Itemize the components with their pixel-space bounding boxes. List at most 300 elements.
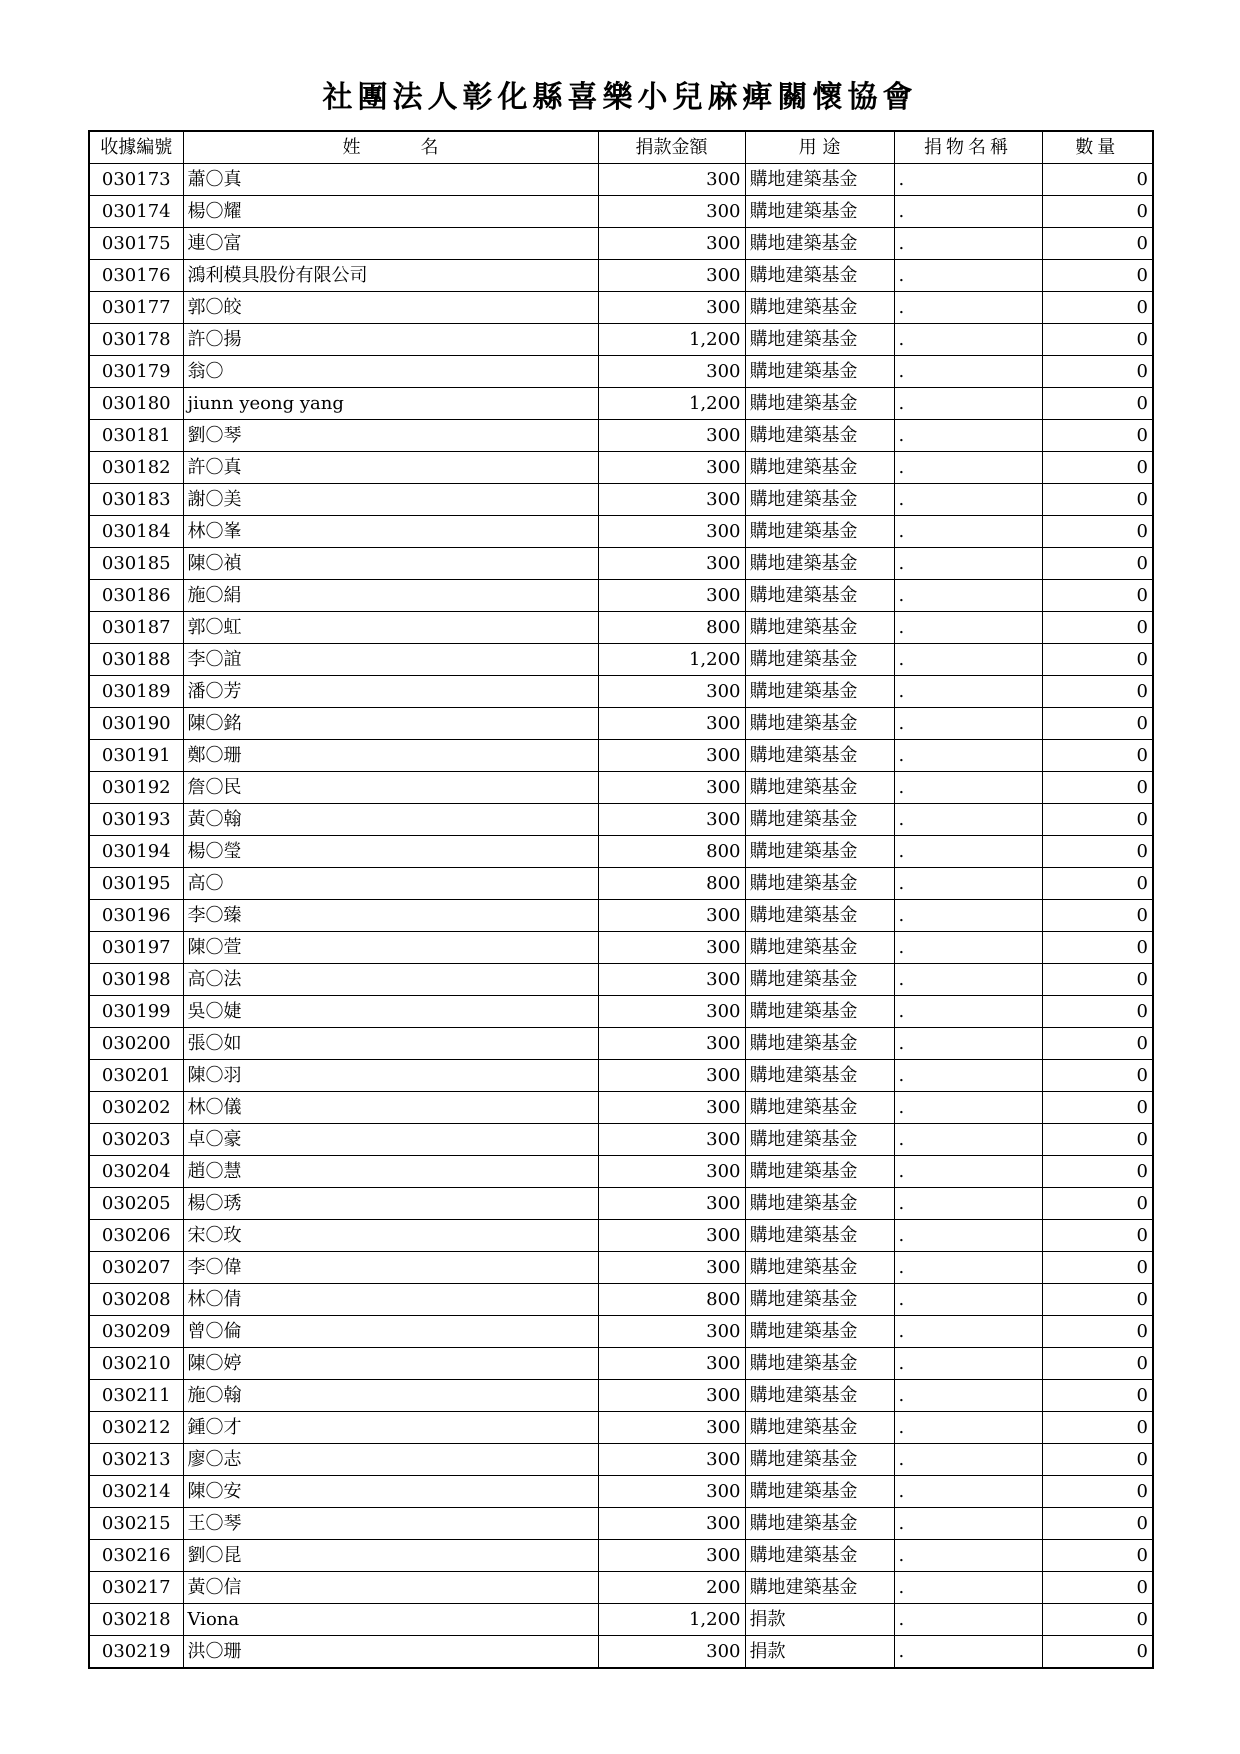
cell-donor-name: 卓〇豪 [183, 1124, 598, 1156]
cell-donor-name: 林〇儀 [183, 1092, 598, 1124]
cell-quantity: 0 [1042, 292, 1153, 324]
cell-quantity: 0 [1042, 1060, 1153, 1092]
cell-purpose: 購地建築基金 [745, 932, 894, 964]
cell-receipt-no: 030174 [89, 196, 183, 228]
cell-donor-name: 李〇誼 [183, 644, 598, 676]
cell-donor-name: 陳〇萱 [183, 932, 598, 964]
cell-amount: 300 [598, 1412, 745, 1444]
cell-purpose: 購地建築基金 [745, 1412, 894, 1444]
cell-purpose: 購地建築基金 [745, 1572, 894, 1604]
cell-item-name: . [894, 1316, 1042, 1348]
table-row [89, 1380, 1153, 1412]
cell-item-name: . [894, 1572, 1042, 1604]
cell-receipt-no: 030176 [89, 260, 183, 292]
cell-quantity: 0 [1042, 868, 1153, 900]
cell-amount: 300 [598, 708, 745, 740]
cell-item-name: . [894, 420, 1042, 452]
cell-receipt-no: 030217 [89, 1572, 183, 1604]
table-header [89, 131, 1153, 164]
cell-donor-name: 施〇絹 [183, 580, 598, 612]
cell-receipt-no: 030193 [89, 804, 183, 836]
cell-item-name: . [894, 612, 1042, 644]
cell-item-name: . [894, 1508, 1042, 1540]
cell-amount: 800 [598, 612, 745, 644]
cell-amount: 300 [598, 1476, 745, 1508]
cell-receipt-no: 030178 [89, 324, 183, 356]
cell-item-name: . [894, 164, 1042, 196]
cell-donor-name: 李〇偉 [183, 1252, 598, 1284]
cell-quantity: 0 [1042, 900, 1153, 932]
cell-purpose: 購地建築基金 [745, 836, 894, 868]
cell-amount: 300 [598, 932, 745, 964]
cell-amount: 300 [598, 1540, 745, 1572]
cell-item-name: . [894, 484, 1042, 516]
cell-item-name: . [894, 1444, 1042, 1476]
cell-purpose: 購地建築基金 [745, 676, 894, 708]
cell-amount: 200 [598, 1572, 745, 1604]
cell-purpose: 購地建築基金 [745, 484, 894, 516]
cell-donor-name: 連〇富 [183, 228, 598, 260]
cell-amount: 300 [598, 804, 745, 836]
cell-item-name: . [894, 676, 1042, 708]
cell-purpose: 購地建築基金 [745, 580, 894, 612]
cell-quantity: 0 [1042, 932, 1153, 964]
cell-amount: 300 [598, 1316, 745, 1348]
cell-item-name: . [894, 804, 1042, 836]
cell-purpose: 購地建築基金 [745, 164, 894, 196]
cell-donor-name: 劉〇琴 [183, 420, 598, 452]
cell-receipt-no: 030187 [89, 612, 183, 644]
cell-amount: 300 [598, 676, 745, 708]
cell-donor-name: 高〇法 [183, 964, 598, 996]
cell-purpose: 購地建築基金 [745, 388, 894, 420]
cell-amount: 300 [598, 1188, 745, 1220]
cell-purpose: 購地建築基金 [745, 1444, 894, 1476]
cell-amount: 300 [598, 1380, 745, 1412]
cell-receipt-no: 030206 [89, 1220, 183, 1252]
cell-donor-name: 郭〇皎 [183, 292, 598, 324]
table-row [89, 1060, 1153, 1092]
cell-purpose: 購地建築基金 [745, 548, 894, 580]
cell-item-name: . [894, 1188, 1042, 1220]
cell-receipt-no: 030219 [89, 1636, 183, 1669]
column-header-name-second: 名 [420, 137, 439, 158]
cell-receipt-no: 030185 [89, 548, 183, 580]
cell-donor-name: 陳〇銘 [183, 708, 598, 740]
cell-purpose: 購地建築基金 [745, 996, 894, 1028]
cell-receipt-no: 030183 [89, 484, 183, 516]
table-row [89, 1188, 1153, 1220]
cell-donor-name: 李〇臻 [183, 900, 598, 932]
cell-quantity: 0 [1042, 996, 1153, 1028]
cell-receipt-no: 030189 [89, 676, 183, 708]
cell-donor-name: 陳〇禎 [183, 548, 598, 580]
cell-amount: 300 [598, 1444, 745, 1476]
cell-item-name: . [894, 1604, 1042, 1636]
cell-item-name: . [894, 740, 1042, 772]
table-row [89, 1252, 1153, 1284]
cell-receipt-no: 030192 [89, 772, 183, 804]
cell-item-name: . [894, 1060, 1042, 1092]
table-row [89, 1124, 1153, 1156]
cell-item-name: . [894, 644, 1042, 676]
cell-donor-name: 王〇琴 [183, 1508, 598, 1540]
cell-purpose: 購地建築基金 [745, 644, 894, 676]
cell-amount: 300 [598, 292, 745, 324]
page-title: 社團法人彰化縣喜樂小兒麻痺關懷協會 [322, 80, 918, 115]
cell-donor-name: 施〇翰 [183, 1380, 598, 1412]
table-row [89, 1348, 1153, 1380]
cell-receipt-no: 030214 [89, 1476, 183, 1508]
cell-donor-name: 翁〇 [183, 356, 598, 388]
cell-purpose: 購地建築基金 [745, 1188, 894, 1220]
cell-receipt-no: 030177 [89, 292, 183, 324]
cell-receipt-no: 030198 [89, 964, 183, 996]
cell-quantity: 0 [1042, 1348, 1153, 1380]
cell-quantity: 0 [1042, 452, 1153, 484]
cell-quantity: 0 [1042, 1220, 1153, 1252]
cell-purpose: 購地建築基金 [745, 1156, 894, 1188]
cell-purpose: 購地建築基金 [745, 804, 894, 836]
cell-receipt-no: 030181 [89, 420, 183, 452]
cell-quantity: 0 [1042, 1188, 1153, 1220]
cell-purpose: 購地建築基金 [745, 324, 894, 356]
cell-amount: 300 [598, 356, 745, 388]
cell-purpose: 購地建築基金 [745, 1508, 894, 1540]
cell-amount: 300 [598, 452, 745, 484]
cell-receipt-no: 030213 [89, 1444, 183, 1476]
cell-amount: 300 [598, 996, 745, 1028]
cell-item-name: . [894, 932, 1042, 964]
cell-receipt-no: 030186 [89, 580, 183, 612]
table-row [89, 292, 1153, 324]
cell-amount: 300 [598, 260, 745, 292]
cell-amount: 300 [598, 1508, 745, 1540]
cell-receipt-no: 030208 [89, 1284, 183, 1316]
cell-purpose: 購地建築基金 [745, 1348, 894, 1380]
cell-item-name: . [894, 1412, 1042, 1444]
table-row [89, 932, 1153, 964]
cell-quantity: 0 [1042, 196, 1153, 228]
table-row [89, 1604, 1153, 1636]
cell-quantity: 0 [1042, 772, 1153, 804]
cell-donor-name: 劉〇昆 [183, 1540, 598, 1572]
cell-donor-name: 廖〇志 [183, 1444, 598, 1476]
cell-amount: 800 [598, 868, 745, 900]
cell-quantity: 0 [1042, 388, 1153, 420]
cell-purpose: 購地建築基金 [745, 420, 894, 452]
cell-item-name: . [894, 1220, 1042, 1252]
cell-amount: 1,200 [598, 324, 745, 356]
table-row [89, 644, 1153, 676]
cell-receipt-no: 030188 [89, 644, 183, 676]
cell-quantity: 0 [1042, 1124, 1153, 1156]
cell-quantity: 0 [1042, 1316, 1153, 1348]
cell-purpose: 購地建築基金 [745, 612, 894, 644]
cell-quantity: 0 [1042, 1508, 1153, 1540]
table-row [89, 708, 1153, 740]
cell-donor-name: 黃〇信 [183, 1572, 598, 1604]
cell-purpose: 購地建築基金 [745, 356, 894, 388]
cell-item-name: . [894, 1348, 1042, 1380]
cell-receipt-no: 030216 [89, 1540, 183, 1572]
cell-amount: 300 [598, 196, 745, 228]
cell-amount: 300 [598, 580, 745, 612]
cell-amount: 300 [598, 1636, 745, 1669]
cell-quantity: 0 [1042, 612, 1153, 644]
cell-item-name: . [894, 356, 1042, 388]
cell-amount: 300 [598, 420, 745, 452]
cell-purpose: 購地建築基金 [745, 1028, 894, 1060]
cell-amount: 300 [598, 900, 745, 932]
cell-quantity: 0 [1042, 1092, 1153, 1124]
cell-quantity: 0 [1042, 1028, 1153, 1060]
cell-amount: 300 [598, 164, 745, 196]
cell-donor-name: 許〇揚 [183, 324, 598, 356]
cell-receipt-no: 030184 [89, 516, 183, 548]
cell-donor-name: 鴻利模具股份有限公司 [183, 260, 598, 292]
cell-donor-name: 楊〇琇 [183, 1188, 598, 1220]
cell-quantity: 0 [1042, 1156, 1153, 1188]
table-row [89, 580, 1153, 612]
cell-receipt-no: 030201 [89, 1060, 183, 1092]
cell-item-name: . [894, 964, 1042, 996]
cell-quantity: 0 [1042, 1380, 1153, 1412]
column-header-quantity: 數量 [1042, 131, 1153, 164]
cell-quantity: 0 [1042, 580, 1153, 612]
cell-quantity: 0 [1042, 676, 1153, 708]
cell-quantity: 0 [1042, 964, 1153, 996]
cell-item-name: . [894, 292, 1042, 324]
table-row [89, 836, 1153, 868]
cell-quantity: 0 [1042, 644, 1153, 676]
cell-donor-name: 郭〇虹 [183, 612, 598, 644]
cell-amount: 300 [598, 1092, 745, 1124]
cell-donor-name: 詹〇民 [183, 772, 598, 804]
cell-item-name: . [894, 1156, 1042, 1188]
cell-item-name: . [894, 1540, 1042, 1572]
cell-quantity: 0 [1042, 164, 1153, 196]
cell-quantity: 0 [1042, 1540, 1153, 1572]
table-row [89, 516, 1153, 548]
table-row [89, 996, 1153, 1028]
cell-donor-name: 鍾〇才 [183, 1412, 598, 1444]
table-row [89, 900, 1153, 932]
cell-donor-name: 洪〇珊 [183, 1636, 598, 1669]
cell-quantity: 0 [1042, 1604, 1153, 1636]
table-row [89, 772, 1153, 804]
cell-purpose: 捐款 [745, 1636, 894, 1669]
cell-amount: 300 [598, 1060, 745, 1092]
cell-receipt-no: 030210 [89, 1348, 183, 1380]
table-row [89, 676, 1153, 708]
column-header-name [183, 131, 598, 164]
cell-amount: 300 [598, 1124, 745, 1156]
cell-purpose: 購地建築基金 [745, 260, 894, 292]
cell-item-name: . [894, 900, 1042, 932]
table-row [89, 1444, 1153, 1476]
cell-purpose: 購地建築基金 [745, 1060, 894, 1092]
table-row [89, 1316, 1153, 1348]
column-header-item-name: 捐物名稱 [894, 131, 1042, 164]
cell-item-name: . [894, 1476, 1042, 1508]
cell-donor-name: 吳〇婕 [183, 996, 598, 1028]
cell-item-name: . [894, 868, 1042, 900]
cell-donor-name: 宋〇玫 [183, 1220, 598, 1252]
cell-receipt-no: 030212 [89, 1412, 183, 1444]
table-row [89, 484, 1153, 516]
cell-amount: 300 [598, 772, 745, 804]
cell-donor-name: 黃〇翰 [183, 804, 598, 836]
cell-receipt-no: 030175 [89, 228, 183, 260]
table-row [89, 868, 1153, 900]
cell-item-name: . [894, 772, 1042, 804]
cell-receipt-no: 030202 [89, 1092, 183, 1124]
table-row [89, 388, 1153, 420]
cell-quantity: 0 [1042, 548, 1153, 580]
cell-receipt-no: 030203 [89, 1124, 183, 1156]
table-row [89, 1028, 1153, 1060]
cell-quantity: 0 [1042, 324, 1153, 356]
cell-donor-name: 林〇峯 [183, 516, 598, 548]
cell-receipt-no: 030204 [89, 1156, 183, 1188]
cell-purpose: 購地建築基金 [745, 1220, 894, 1252]
table-row [89, 548, 1153, 580]
cell-quantity: 0 [1042, 260, 1153, 292]
cell-quantity: 0 [1042, 420, 1153, 452]
cell-receipt-no: 030196 [89, 900, 183, 932]
cell-amount: 300 [598, 1028, 745, 1060]
cell-purpose: 捐款 [745, 1604, 894, 1636]
cell-purpose: 購地建築基金 [745, 228, 894, 260]
cell-quantity: 0 [1042, 804, 1153, 836]
cell-amount: 300 [598, 1348, 745, 1380]
cell-receipt-no: 030200 [89, 1028, 183, 1060]
cell-quantity: 0 [1042, 708, 1153, 740]
cell-purpose: 購地建築基金 [745, 1316, 894, 1348]
cell-purpose: 購地建築基金 [745, 1124, 894, 1156]
table-row [89, 1220, 1153, 1252]
table-row [89, 196, 1153, 228]
cell-purpose: 購地建築基金 [745, 708, 894, 740]
cell-item-name: . [894, 580, 1042, 612]
cell-item-name: . [894, 228, 1042, 260]
cell-receipt-no: 030195 [89, 868, 183, 900]
cell-item-name: . [894, 1636, 1042, 1669]
cell-donor-name: 陳〇安 [183, 1476, 598, 1508]
column-header-name-first: 姓 [342, 137, 361, 158]
cell-receipt-no: 030182 [89, 452, 183, 484]
cell-amount: 300 [598, 1156, 745, 1188]
cell-donor-name: 曾〇倫 [183, 1316, 598, 1348]
cell-item-name: . [894, 324, 1042, 356]
cell-item-name: . [894, 1252, 1042, 1284]
table-row [89, 228, 1153, 260]
cell-purpose: 購地建築基金 [745, 900, 894, 932]
cell-amount: 1,200 [598, 644, 745, 676]
cell-item-name: . [894, 196, 1042, 228]
cell-quantity: 0 [1042, 1444, 1153, 1476]
cell-quantity: 0 [1042, 516, 1153, 548]
cell-donor-name: 楊〇瑩 [183, 836, 598, 868]
cell-purpose: 購地建築基金 [745, 1252, 894, 1284]
table-row [89, 452, 1153, 484]
cell-item-name: . [894, 708, 1042, 740]
cell-amount: 300 [598, 516, 745, 548]
cell-item-name: . [894, 836, 1042, 868]
cell-purpose: 購地建築基金 [745, 516, 894, 548]
column-header-purpose: 用 途 [745, 131, 894, 164]
cell-quantity: 0 [1042, 1284, 1153, 1316]
column-header-receipt-no: 收據編號 [89, 131, 183, 164]
cell-purpose: 購地建築基金 [745, 452, 894, 484]
cell-item-name: . [894, 1124, 1042, 1156]
table-row [89, 1572, 1153, 1604]
cell-amount: 300 [598, 740, 745, 772]
cell-item-name: . [894, 1380, 1042, 1412]
cell-receipt-no: 030207 [89, 1252, 183, 1284]
cell-quantity: 0 [1042, 1636, 1153, 1669]
cell-donor-name: 鄭〇珊 [183, 740, 598, 772]
table-row [89, 1476, 1153, 1508]
cell-purpose: 購地建築基金 [745, 772, 894, 804]
table-row [89, 1508, 1153, 1540]
cell-donor-name: 謝〇美 [183, 484, 598, 516]
table-row [89, 1540, 1153, 1572]
table-row [89, 260, 1153, 292]
donation-table [88, 130, 1154, 1669]
cell-donor-name: 林〇倩 [183, 1284, 598, 1316]
cell-amount: 300 [598, 1220, 745, 1252]
cell-amount: 800 [598, 836, 745, 868]
cell-receipt-no: 030215 [89, 1508, 183, 1540]
cell-receipt-no: 030199 [89, 996, 183, 1028]
cell-donor-name: 潘〇芳 [183, 676, 598, 708]
cell-quantity: 0 [1042, 356, 1153, 388]
cell-quantity: 0 [1042, 1252, 1153, 1284]
cell-quantity: 0 [1042, 228, 1153, 260]
cell-amount: 300 [598, 484, 745, 516]
table-row [89, 964, 1153, 996]
cell-purpose: 購地建築基金 [745, 1380, 894, 1412]
table-row [89, 1092, 1153, 1124]
cell-donor-name: jiunn yeong yang [183, 388, 598, 420]
cell-amount: 300 [598, 548, 745, 580]
cell-item-name: . [894, 452, 1042, 484]
table-row [89, 1412, 1153, 1444]
cell-purpose: 購地建築基金 [745, 292, 894, 324]
cell-receipt-no: 030205 [89, 1188, 183, 1220]
cell-receipt-no: 030197 [89, 932, 183, 964]
cell-donor-name: 許〇真 [183, 452, 598, 484]
column-header-amount: 捐款金額 [598, 131, 745, 164]
cell-amount: 1,200 [598, 388, 745, 420]
cell-item-name: . [894, 516, 1042, 548]
table-row [89, 356, 1153, 388]
table-row [89, 740, 1153, 772]
cell-donor-name: 蕭〇真 [183, 164, 598, 196]
cell-amount: 800 [598, 1284, 745, 1316]
cell-purpose: 購地建築基金 [745, 1284, 894, 1316]
cell-purpose: 購地建築基金 [745, 868, 894, 900]
cell-amount: 300 [598, 1252, 745, 1284]
cell-item-name: . [894, 1284, 1042, 1316]
cell-purpose: 購地建築基金 [745, 1092, 894, 1124]
cell-purpose: 購地建築基金 [745, 740, 894, 772]
cell-item-name: . [894, 548, 1042, 580]
cell-donor-name: 張〇如 [183, 1028, 598, 1060]
cell-donor-name: 趙〇慧 [183, 1156, 598, 1188]
